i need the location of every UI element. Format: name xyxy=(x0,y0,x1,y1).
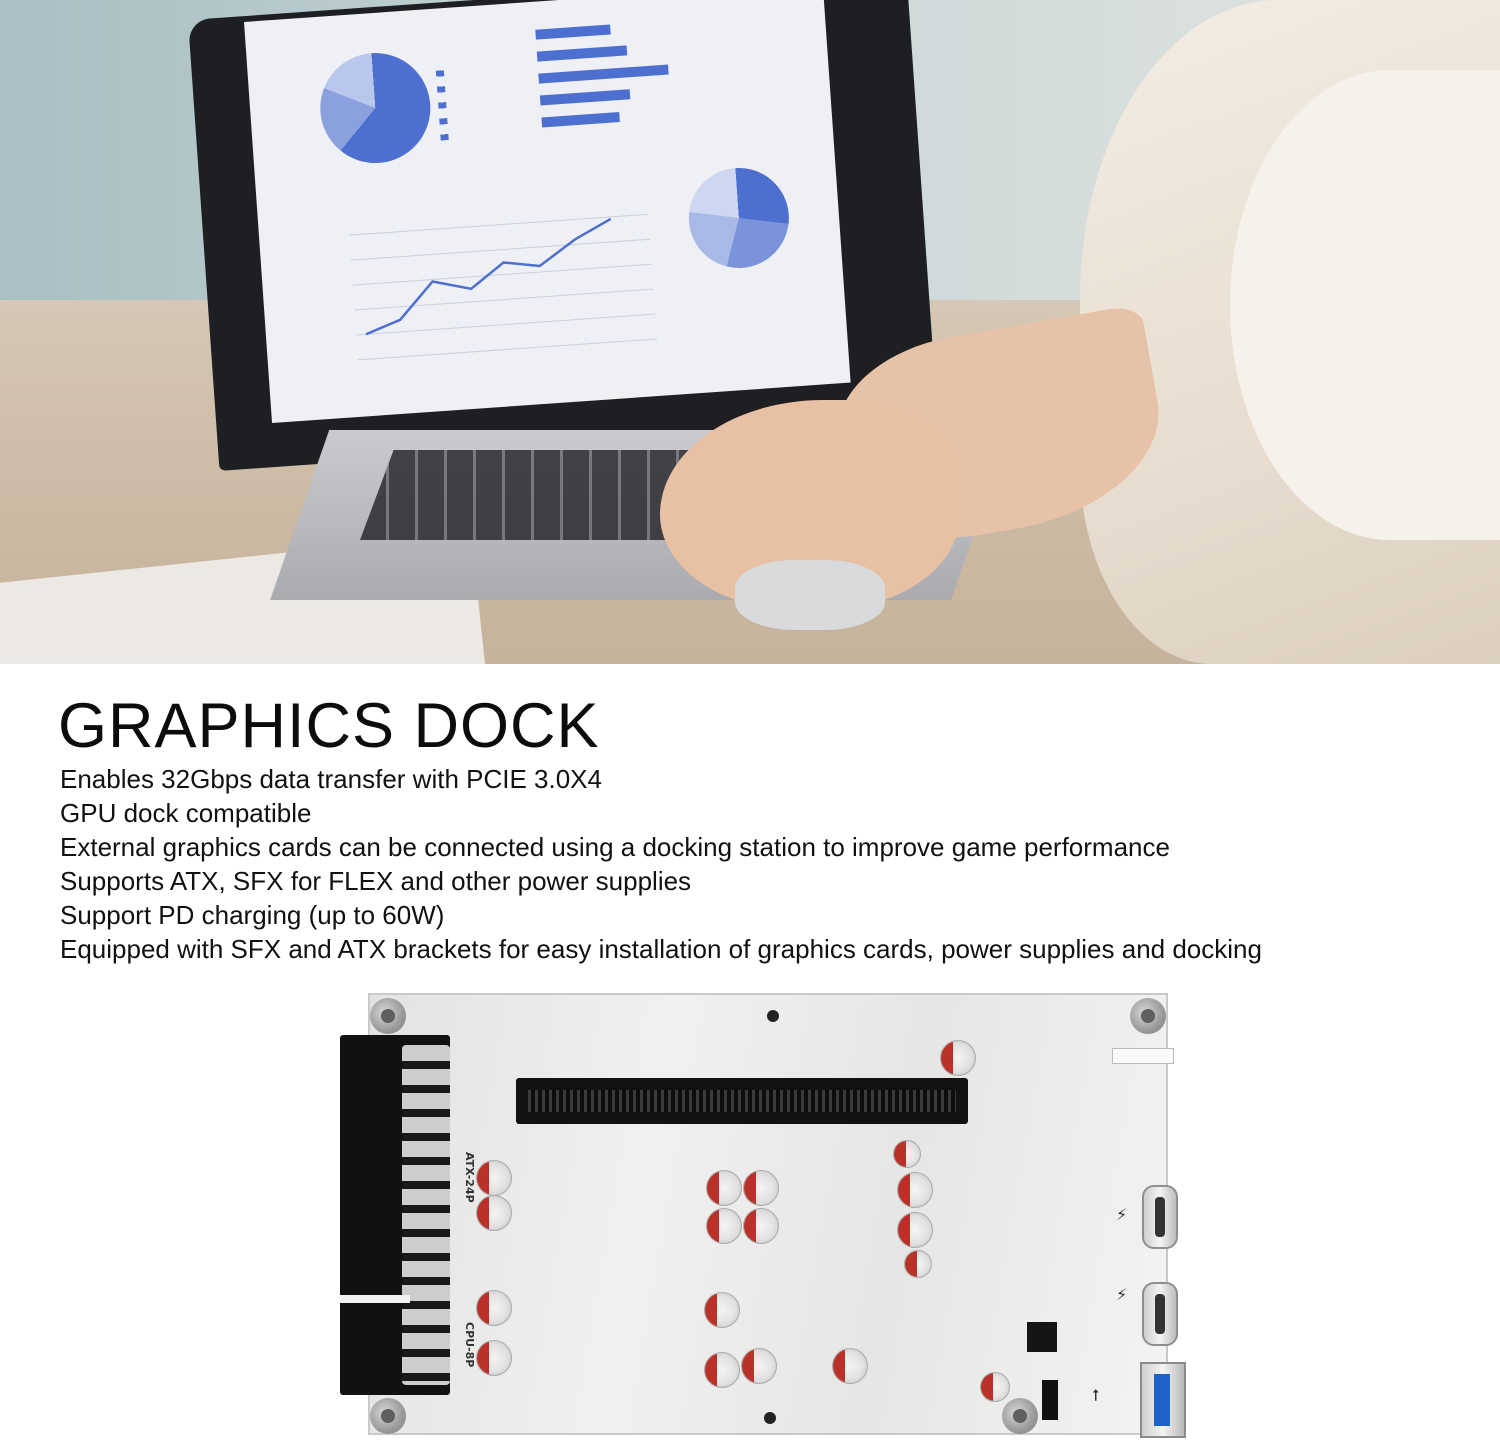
feature-item: Enables 32Gbps data transfer with PCIE 3.0X4 xyxy=(60,764,602,794)
usb-a-port xyxy=(1140,1362,1186,1438)
wristwatch xyxy=(735,560,885,630)
capacitor xyxy=(476,1160,512,1196)
capacitor xyxy=(743,1170,779,1206)
capacitor xyxy=(904,1250,932,1278)
screen-bar xyxy=(540,89,630,105)
capacitor xyxy=(980,1372,1010,1402)
thunderbolt-icon: ⚡ xyxy=(1116,1205,1128,1224)
screen-pie-chart-1 xyxy=(317,49,434,166)
cpu-label: CPU-8P xyxy=(463,1322,476,1368)
thunderbolt-icon: ⚡ xyxy=(1116,1285,1128,1304)
mounting-screw xyxy=(1002,1398,1038,1434)
capacitor xyxy=(706,1170,742,1206)
capacitor xyxy=(741,1348,777,1384)
feature-item: Equipped with SFX and ATX brackets for easy installation of graphics cards, power supplies and docking xyxy=(60,934,1262,964)
feature-item: External graphics cards can be connected using a docking station to improve game performance xyxy=(60,832,1170,862)
screen-bar xyxy=(537,45,627,61)
ic-chip xyxy=(1027,1322,1057,1352)
pcie-x16-slot xyxy=(516,1078,968,1124)
capacitor xyxy=(940,1040,976,1076)
mounting-screw xyxy=(370,1398,406,1434)
screen-bar xyxy=(535,24,611,39)
capacitor xyxy=(704,1292,740,1328)
laptop-screen xyxy=(244,0,851,423)
connector-pins xyxy=(402,1045,450,1385)
capacitor xyxy=(476,1340,512,1376)
capacitor xyxy=(897,1172,933,1208)
screen-bar xyxy=(541,112,620,127)
capacitor xyxy=(897,1212,933,1248)
capacitor xyxy=(476,1195,512,1231)
mounting-screw xyxy=(1130,998,1166,1034)
mount-hole xyxy=(764,1412,776,1424)
capacitor xyxy=(743,1208,779,1244)
screen-pie-chart-2 xyxy=(686,165,793,272)
product-title: GRAPHICS DOCK xyxy=(58,691,600,761)
capacitor xyxy=(476,1290,512,1326)
mount-hole xyxy=(767,1010,779,1022)
capacitor xyxy=(832,1348,868,1384)
hero-photo xyxy=(0,0,1500,664)
board-notch xyxy=(1112,1048,1174,1064)
connector-divider xyxy=(340,1295,410,1303)
mounting-screw xyxy=(370,998,406,1034)
power-switch xyxy=(1042,1380,1058,1420)
screen-bar xyxy=(538,65,668,84)
feature-item: GPU dock compatible xyxy=(60,798,312,828)
feature-item: Supports ATX, SFX for FLEX and other power supplies xyxy=(60,866,692,896)
usb-c-port xyxy=(1142,1185,1178,1249)
usb-c-port xyxy=(1142,1282,1178,1346)
feature-list xyxy=(60,762,1262,966)
screen-line-chart xyxy=(348,203,677,365)
capacitor xyxy=(706,1208,742,1244)
atx-label: ATX-24P xyxy=(463,1152,476,1203)
capacitor xyxy=(893,1140,921,1168)
screen-legend xyxy=(436,70,449,140)
feature-item: Support PD charging (up to 60W) xyxy=(60,900,445,930)
capacitor xyxy=(704,1352,740,1388)
usb-icon: ⭠ xyxy=(1087,1388,1107,1402)
